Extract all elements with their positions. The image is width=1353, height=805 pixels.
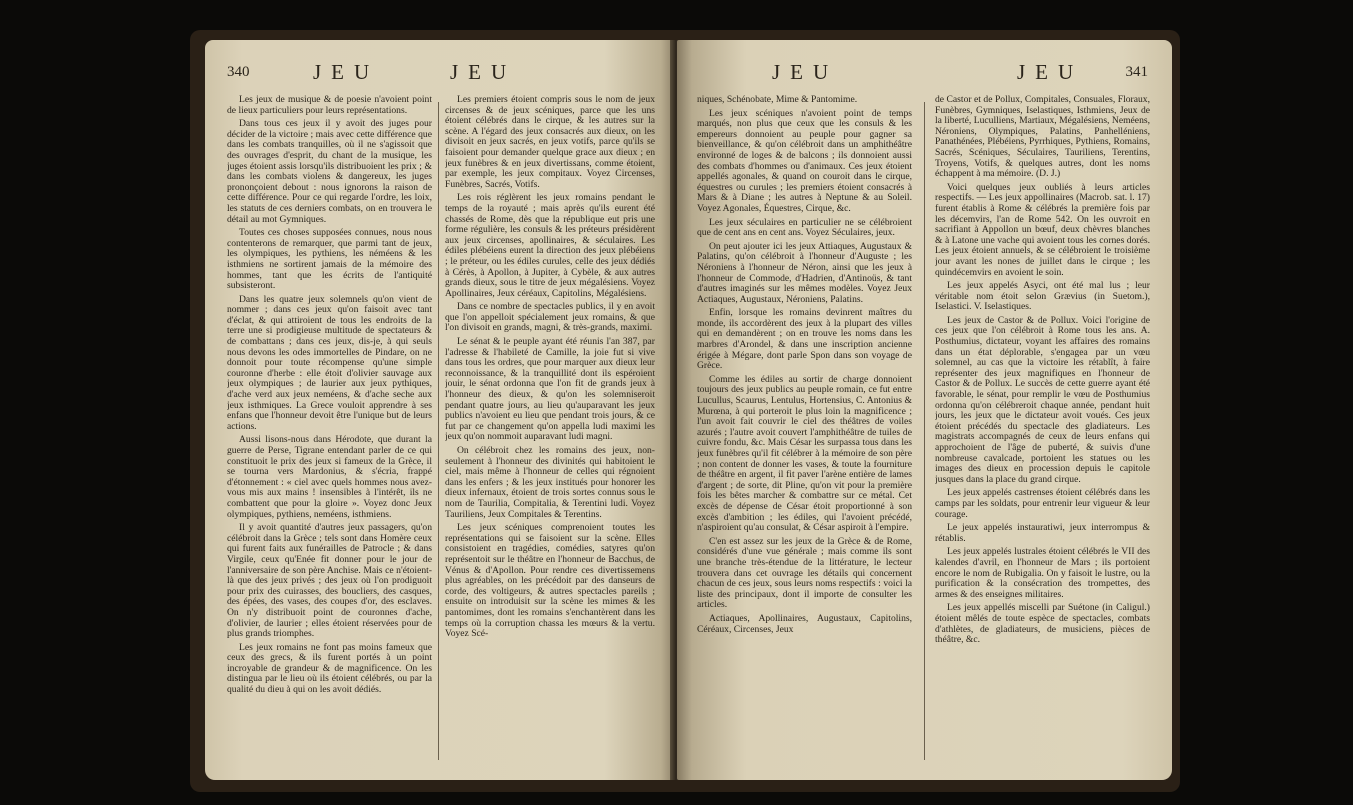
paragraph: Les premiers étoient compris sous le nom de jeux circenses & de jeux scéniques, parce que les uns étoient célébrés dans le cirque, & les autres sur la scène. A l'égard des jeux consacrés aux dieux, on les divisoit en jeux sacrés, en jeux votifs, parce qu'ils se faisoient pour demander quelque grace aux dieux ; en jeux funèbres & en jeux divertissans, comme étoient, par exemple, les jeux compitaux. Voyez Circenses, Funèbres, Sacrés, Votifs. [445, 95, 655, 190]
column-divider [438, 102, 439, 760]
right-running-title-a: JEU [772, 60, 839, 84]
paragraph: On célébroit chez les romains des jeux, non-seulement à l'honneur des divinités qui habitoient le ciel, mais même à l'honneur de celles qui régnoient dans les enfers ; & les jeux institués pour honorer les dieux infernaux, étoient de trois sortes connus sous le nom de Taurilia, Compitalia, & Terentini ludi. Voyez Tauriliens, Jeux Compitales & Terentins. [445, 445, 655, 520]
right-page-number: 341 [1125, 64, 1148, 80]
right-running-head [677, 60, 1172, 90]
paragraph: Le sénat & le peuple ayant été réunis l'an 387, par l'adresse & l'habileté de Camille, la joie fut si vive dans tous les ordres, que pour marquer aux dieux leur reconnoissance, & la tranquillité dont ils espéroient jouir, le sénat ordonna que l'on fit de grands jeux à l'honneur des dieux, & qu'on les solemniseroit pendant quatre jours, au lieu qu'auparavant les jeux publics n'avoient eu lieu que pendant trois jours, & ce fut par ce changement qu'on appella ludi maximi les jeux qu'on nommoit auparavant ludi magni. [445, 336, 655, 443]
left-running-title-b: JEU [450, 60, 517, 84]
left-page-number: 340 [227, 64, 250, 80]
left-column-2 [445, 95, 655, 766]
paragraph: Comme les édiles au sortir de charge donnoient toujours des jeux publics au peuple romain, ce fut entre Lucullus, Scaurus, Lentulus, Hortensius, C. Antonius & Murœna, à qui porteroit le plus loin la magnificence ; l'un avoit fait couvrir le ciel des théâtres de voiles azurés ; l'autre avoit couvert l'amphithéâtre de tuiles de cuivre fondu, &c. Mais César les surpassa tous dans les jeux funèbres qu'il fit célébrer à la mémoire de son père ; non content de donner les vases, & toute la fourniture de théâtre en argent, il fit paver l'arène entière de lames d'argent ; de sorte, dit Pline, qu'on vit pour la première fois les bêtes marcher & combattre sur ce métal. Cet excès de dépense de César étoit proportionné à son excès d'ambition ; les édiles, qui l'avoient précédé, n'aspiroient qu'au consulat, & César aspiroit à l'empire. [697, 373, 912, 534]
paragraph: Les jeux de Castor & de Pollux. Voici l'origine de ces jeux que l'on célébroit à Rome tous les ans. A. Posthumius, dictateur, voyant les affaires des romains dans un état déplorable, s'engagea par un vœu solemnel, au cas que la victoire les rétablît, à faire représenter des jeux magnifiques en l'honneur de Castor & de Pollux. Le succès de cette guerre ayant été favorable, le sénat, pour remplir le vœu de Posthumius ordonna qu'on célébreroit chaque année, pendant huit jours, les jeux que le dictateur avoit voués. Ces jeux étoient précédés du spectacle des gladiateurs. Les magistrats accompagnés de ceux de leurs enfans qui approchoient de l'âge de puberté, & suivis d'une nombreuse cavalcade, portoient les statues ou les images des dieux en procession depuis le capitole jusques dans la place du grand cirque. [935, 314, 1150, 485]
paragraph: Actiaques, Apollinaires, Augustaux, Capitolins, Céréaux, Circenses, Jeux [697, 612, 912, 635]
right-page [677, 40, 1172, 780]
paragraph: Toutes ces choses supposées connues, nous nous contenterons de remarquer, que parmi tant de jeux, les olympiques, les pythiens, les néméens & les isthmiens ne sortirent jamais de la mémoire des hommes, tant que les écrits de l'antiquité subsisteront. [227, 227, 432, 292]
paragraph: Les jeux appelés Asyci, ont été mal lus ; leur véritable nom étoit selon Grævius (in Suetom.), Iselastici. V. Iselastiques. [935, 280, 1150, 313]
left-page [205, 40, 675, 780]
right-column-2 [935, 95, 1150, 766]
paragraph: Les jeux appellés miscelli par Suétone (in Caligul.) étoient mêlés de toute espèce de spectacles, combats d'athlètes, de gladiateurs, de musiciens, pièces de théâtre, &c. [935, 602, 1150, 646]
paragraph: Les jeux scéniques n'avoient point de temps marqués, non plus que ceux que les consuls & les empereurs donnoient au peuple pour gagner sa bienveillance, & qu'on célébroit dans un amphithéâtre environné de loges & de balcons ; ils donnoient aussi des combats d'hommes ou d'animaux. Ces jeux étoient appellés agonales, & quand on couroit dans le cirque, équestres ou curules ; les premiers étoient consacrés à Mars & à Diane ; les autres à Neptune & au Soleil. Voyez Agonales, Équestres, Cirque, &c. [697, 107, 912, 214]
left-column-1 [227, 95, 432, 766]
paragraph: Voici quelques jeux oubliés à leurs articles respectifs. — Les jeux appollinaires (Macrob. sat. l. 17) furent établis à Rome & célébrés la première fois par les décemvirs, l'an de Rome 542. On les ouvroit en sacrifiant à Appollon un bœuf, deux chèvres blanches & à Latone une vache qui avoient tous les cornes dorés. Les jeux étoient annuels, & se célébroient le troisième jour avant les nones de juillet dans le cirque ; les quindécemvirs en avoient le soin. [935, 181, 1150, 278]
paragraph: Les jeux appelés lustrales étoient célébrés le VII des kalendes d'avril, en l'honneur de Mars ; ils portoient encore le nom de Rubigalia. On y faisoit le lustre, ou la purification & la consécration des trompettes, des armes & des enseignes militaires. [935, 546, 1150, 600]
paragraph: Dans ce nombre de spectacles publics, il y en avoit que l'on appelloit spécialement jeux romains, & que l'on divisoit en grands, magni, & très-grands, maximi. [445, 301, 655, 334]
paragraph: Le jeux appelés instauratiwi, jeux interrompus & rétablis. [935, 522, 1150, 544]
paragraph: Les jeux romains ne font pas moins fameux que ceux des grecs, & ils furent portés à un point incroyable de grandeur & de magnificence. On les distingua par le lieu où ils étoient célébrés, ou par la qualité du dieu à qui on les avoit dédiés. [227, 641, 432, 696]
paragraph: Dans les quatre jeux solemnels qu'on vient de nommer ; dans ces jeux qu'on faisoit avec tant d'éclat, & qui attiroient de tous les endroits de la terre une si prodigieuse multitude de spectateurs & de combattans ; dans ces jeux, dis-je, à qui seuls nous devons les odes immortelles de Pindare, on ne donnoit pour toute récompense qu'une simple couronne d'herbe : elle étoit d'olivier sauvage aux jeux olympiques ; de laurier aux jeux pythiques, d'ache verd aux jeux neméens, & d'ache seche aux jeux isthmiques. La Grece vouloit apprendre à ses enfans que l'honneur devoit être l'unique but de leurs actions. [227, 293, 432, 432]
right-running-title-b: JEU [1017, 60, 1084, 84]
right-column-1 [697, 95, 912, 766]
paragraph: C'en est assez sur les jeux de la Grèce & de Rome, considérés d'une vue générale ; mais comme ils sont une branche très-étendue de la littérature, le lecteur trouvera dans cet ouvrage les détails qui concernent chacun de ces jeux, sous leurs noms respectifs : voici la liste des principaux, dont il importe de consulter les articles. [697, 535, 912, 611]
paragraph: Aussi lisons-nous dans Hérodote, que durant la guerre de Perse, Tigrane entendant parler de ce qui constituoit le prix des jeux si fameux de la Grèce, il se tourna vers Mardonius, & s'écria, frappé d'étonnement : « ciel avec quels hommes nous avez-vous mis aux mains ! insensibles à l'intérêt, ils ne combattent que pour la gloire ». Voyez donc Jeux olympiques, pythiens, neméens, isthmiens. [227, 434, 432, 520]
paragraph: Les jeux de musique & de poesie n'avoient point de lieux particuliers pour leurs représentations. [227, 95, 432, 116]
paragraph: Les jeux séculaires en particulier ne se célébroient que de cent ans en cent ans. Voyez Séculaires, jeux. [697, 216, 912, 239]
paragraph: Les rois réglèrent les jeux romains pendant le temps de la royauté ; mais après qu'ils eurent été chassés de Rome, dès que la république eut pris une forme régulière, les consuls & les préteurs présidèrent aux jeux circenses, apollinaires, & séculaires. Les édiles plébéiens eurent la direction des jeux plébéiens ; le préteur, ou les édiles curules, celle des jeux dédiés à Cérès, à Apollon, à Jupiter, à Cybèle, & aux autres grands dieux, sous le titre de jeux mégalésiens. Voyez Apollinaires, Jeux céréaux, Capitolins, Mégalésiens. [445, 192, 655, 299]
column-divider [924, 102, 925, 760]
paragraph: niques, Schénobate, Mime & Pantomime. [697, 95, 858, 105]
paragraph: Les jeux scéniques comprenoient toutes les représentations qui se faisoient sur la scène. Elles consistoient en tragédies, comédies, satyres qu'on représentoit sur le théâtre en l'honneur de Bacchus, de Vénus & d'Apollon. Pour rendre ces divertissemens plus agréables, on les précédoit par des danseurs de corde, des voltigeurs, & autres spectacles pareils ; ensuite on introduisit sur la scène les mimes & les pantomimes, dont les romains s'enchantèrent dans les temps où la corruption chassa les mœurs & la vertu. Voyez Scé- [445, 522, 655, 640]
paragraph: Enfin, lorsque les romains devinrent maîtres du monde, ils accordèrent des jeux à la plupart des villes qui en demandèrent ; on en trouve les noms dans les marbres d'Arondel, & dans une inscription ancienne érigée à Mégare, dont parle Spon dans son voyage de Grèce. [697, 307, 912, 372]
paragraph: On peut ajouter ici les jeux Attiaques, Augustaux & Palatins, qu'on célébroit à l'honneur d'Auguste ; les Néroniens à l'honneur de Néron, ainsi que les jeux à l'honneur de Commode, d'Hadrien, d'Antinoüs, & tant d'autres imaginés sur les mêmes modèles. Voyez Jeux Actiaques, Augustaux, Néroniens, Palatins. [697, 240, 912, 305]
left-running-title-a: JEU [313, 60, 380, 84]
paragraph: de Castor et de Pollux, Compitales, Consuales, Floraux, Funèbres, Gymniques, Iselastiques, Isthmiens, Jeux de la liberté, Luculliens, Martiaux, Mégalésiens, Neméens, Néroniens, Olympiques, Palatins, Panhelléniens, Panathénées, Plébéiens, Pyrrhiques, Pythiens, Romains, Sacrés, Scéniques, Séculaires, Tauriliens, Terentins, Troyens, Votifs, & quelques autres, dont les noms échappent à ma mémoire. (D. J.) [935, 95, 1150, 180]
paragraph: Il y avoit quantité d'autres jeux passagers, qu'on célébroit dans la Grèce ; tels sont dans Homère ceux qui furent faits aux funérailles de Patrocle ; & dans Virgile, ceux qu'Enée fit donner pour le jour de l'anniversaire de son père Anchise. Mais ce n'étoient-là que des jeux privés ; des jeux où l'on prodiguoit pour prix des cuirasses, des boucliers, des casques, des épées, des vases, des coupes d'or, des esclaves. On n'y distribuoit point de couronnes d'ache, d'olivier, de laurier ; elles étoient réservées pour de plus grands triomphes. [227, 522, 432, 640]
paragraph: Les jeux appelés castrenses étoient célébrés dans les camps par les soldats, pour entrenir leur vigueur & leur courage. [935, 487, 1150, 520]
left-running-head [205, 60, 675, 90]
paragraph: Dans tous ces jeux il y avoit des juges pour décider de la victoire ; mais avec cette différence que dans les combats tranquilles, où il ne s'agissoit que des ouvrages d'esprit, du chant de la musique, les juges étoient assis lorsqu'ils distribuoient les prix ; & dans les combats violens & dangereux, les juges prononçoient debout : nous ignorons la raison de cette différence. Pour ce qui regarde l'ordre, les loix, les statuts de ces derniers combats, on en trouvera le détail au mot Gymniques. [227, 118, 432, 225]
